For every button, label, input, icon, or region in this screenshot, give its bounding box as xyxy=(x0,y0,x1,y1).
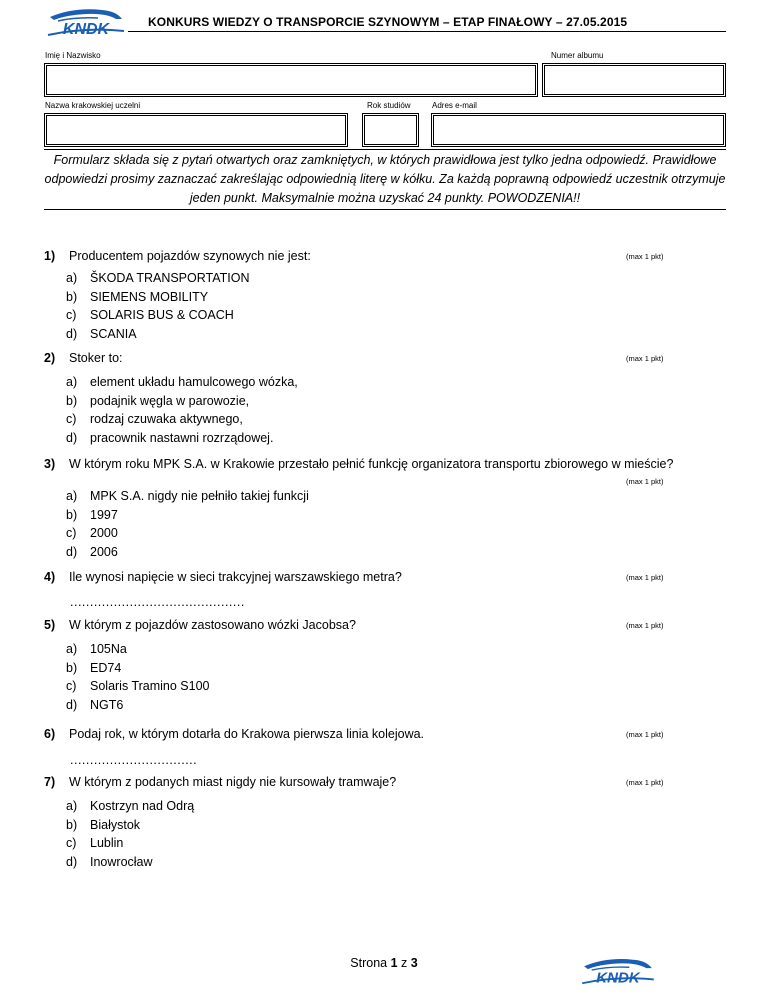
question-number: 6) xyxy=(44,727,56,741)
option-c[interactable]: c) Solaris Tramino S100 xyxy=(66,679,210,693)
option-c[interactable]: c) SOLARIS BUS & COACH xyxy=(66,308,234,322)
email-label: Adres e-mail xyxy=(432,101,477,110)
question-points: (max 1 pkt) xyxy=(626,730,664,739)
question-points: (max 1 pkt) xyxy=(626,573,664,582)
intro-top-rule xyxy=(44,149,726,150)
question-number: 5) xyxy=(44,618,56,632)
question-text: Ile wynosi napięcie w sieci trakcyjnej warszawskiego metra? xyxy=(69,570,402,584)
option-b[interactable]: b) podajnik węgla w parowozie, xyxy=(66,393,250,408)
university-field[interactable] xyxy=(44,113,348,147)
name-field[interactable] xyxy=(44,63,538,97)
option-b[interactable]: b) Białystok xyxy=(66,817,141,832)
options-7 xyxy=(66,797,194,871)
option-d[interactable]: d) Inowrocław xyxy=(66,854,153,869)
options-2 xyxy=(66,373,298,447)
answer-line[interactable]: ................................ xyxy=(70,753,198,767)
year-field[interactable] xyxy=(362,113,419,147)
question-number: 4) xyxy=(44,570,56,584)
page-number: Strona 1 z 3 xyxy=(350,956,418,970)
question-number: 1) xyxy=(44,249,56,263)
intro-text: Formularz składa się z pytań otwartych oraz zamkniętych, w których prawidłowa jest tylko jedna odpowiedź. Prawidłowe odpowiedzi prosimy zaznaczać zakreślając odpowiednią literę w kółku. Za każdą poprawną odpowiedź uczestnik otrzymuje jeden punkt. Maksymalnie można uzyskać 24 punkty. POWODZENIA!! xyxy=(44,153,726,205)
option-b[interactable]: b) SIEMENS MOBILITY xyxy=(66,289,209,304)
year-label: Rok studiów xyxy=(367,101,411,110)
question-text: Producentem pojazdów szynowych nie jest: xyxy=(69,249,311,263)
options-5 xyxy=(66,640,210,714)
question-number: 3) xyxy=(44,457,56,471)
question-text: Stoker to: xyxy=(69,351,123,365)
option-d[interactable]: d) NGT6 xyxy=(66,697,124,712)
option-c[interactable]: c) Lublin xyxy=(66,836,124,850)
options-1 xyxy=(66,269,250,343)
option-a[interactable]: a) Kostrzyn nad Odrą xyxy=(66,799,195,813)
intro-bottom-rule xyxy=(44,209,726,210)
kndk-logo-footer xyxy=(580,955,656,987)
name-label: Imię i Nazwisko xyxy=(45,51,101,60)
option-d[interactable]: d) SCANIA xyxy=(66,326,137,341)
option-c[interactable]: c) 2000 xyxy=(66,526,118,540)
option-a[interactable]: a) ŠKODA TRANSPORTATION xyxy=(66,271,250,285)
question-number: 7) xyxy=(44,775,56,789)
option-a[interactable]: a) 105Na xyxy=(66,642,127,656)
question-text: W którym z pojazdów zastosowano wózki Jacobsa? xyxy=(69,618,356,632)
kndk-logo xyxy=(46,5,126,39)
university-label: Nazwa krakowskiej uczelni xyxy=(45,101,141,110)
question-points: (max 1 pkt) xyxy=(626,354,664,363)
option-a[interactable]: a) element układu hamulcowego wózka, xyxy=(66,375,298,389)
question-points: (max 1 pkt) xyxy=(626,621,664,630)
album-field[interactable] xyxy=(542,63,726,97)
page-title: KONKURS WIEDZY O TRANSPORCIE SZYNOWYM – ETAP FINAŁOWY – 27.05.2015 xyxy=(148,15,628,29)
question-text: Podaj rok, w którym dotarła do Krakowa pierwsza linia kolejowa. xyxy=(69,727,425,741)
option-d[interactable]: d) pracownik nastawni rozrządowej. xyxy=(66,430,274,445)
logo-text: KNDK xyxy=(596,969,640,987)
question-points: (max 1 pkt) xyxy=(626,252,664,261)
header-rule xyxy=(128,31,726,32)
logo-text: KNDK xyxy=(62,21,110,38)
option-d[interactable]: d) 2006 xyxy=(66,544,118,559)
answer-line[interactable]: ............................................ xyxy=(70,595,245,609)
option-c[interactable]: c) rodzaj czuwaka aktywnego, xyxy=(66,412,243,426)
question-text: W którym z podanych miast nigdy nie kursowały tramwaje? xyxy=(69,775,397,789)
question-points: (max 1 pkt) xyxy=(626,778,664,787)
options-3 xyxy=(66,487,309,561)
option-a[interactable]: a) MPK S.A. nigdy nie pełniło takiej funkcji xyxy=(66,489,309,503)
option-b[interactable]: b) 1997 xyxy=(66,507,118,522)
question-text: W którym roku MPK S.A. w Krakowie przestało pełnić funkcję organizatora transportu zbiorowego w mieście? xyxy=(69,457,674,471)
question-number: 2) xyxy=(44,351,56,365)
email-field[interactable] xyxy=(431,113,726,147)
album-label: Numer albumu xyxy=(551,51,604,60)
question-points: (max 1 pkt) xyxy=(626,477,664,486)
option-b[interactable]: b) ED74 xyxy=(66,660,122,675)
